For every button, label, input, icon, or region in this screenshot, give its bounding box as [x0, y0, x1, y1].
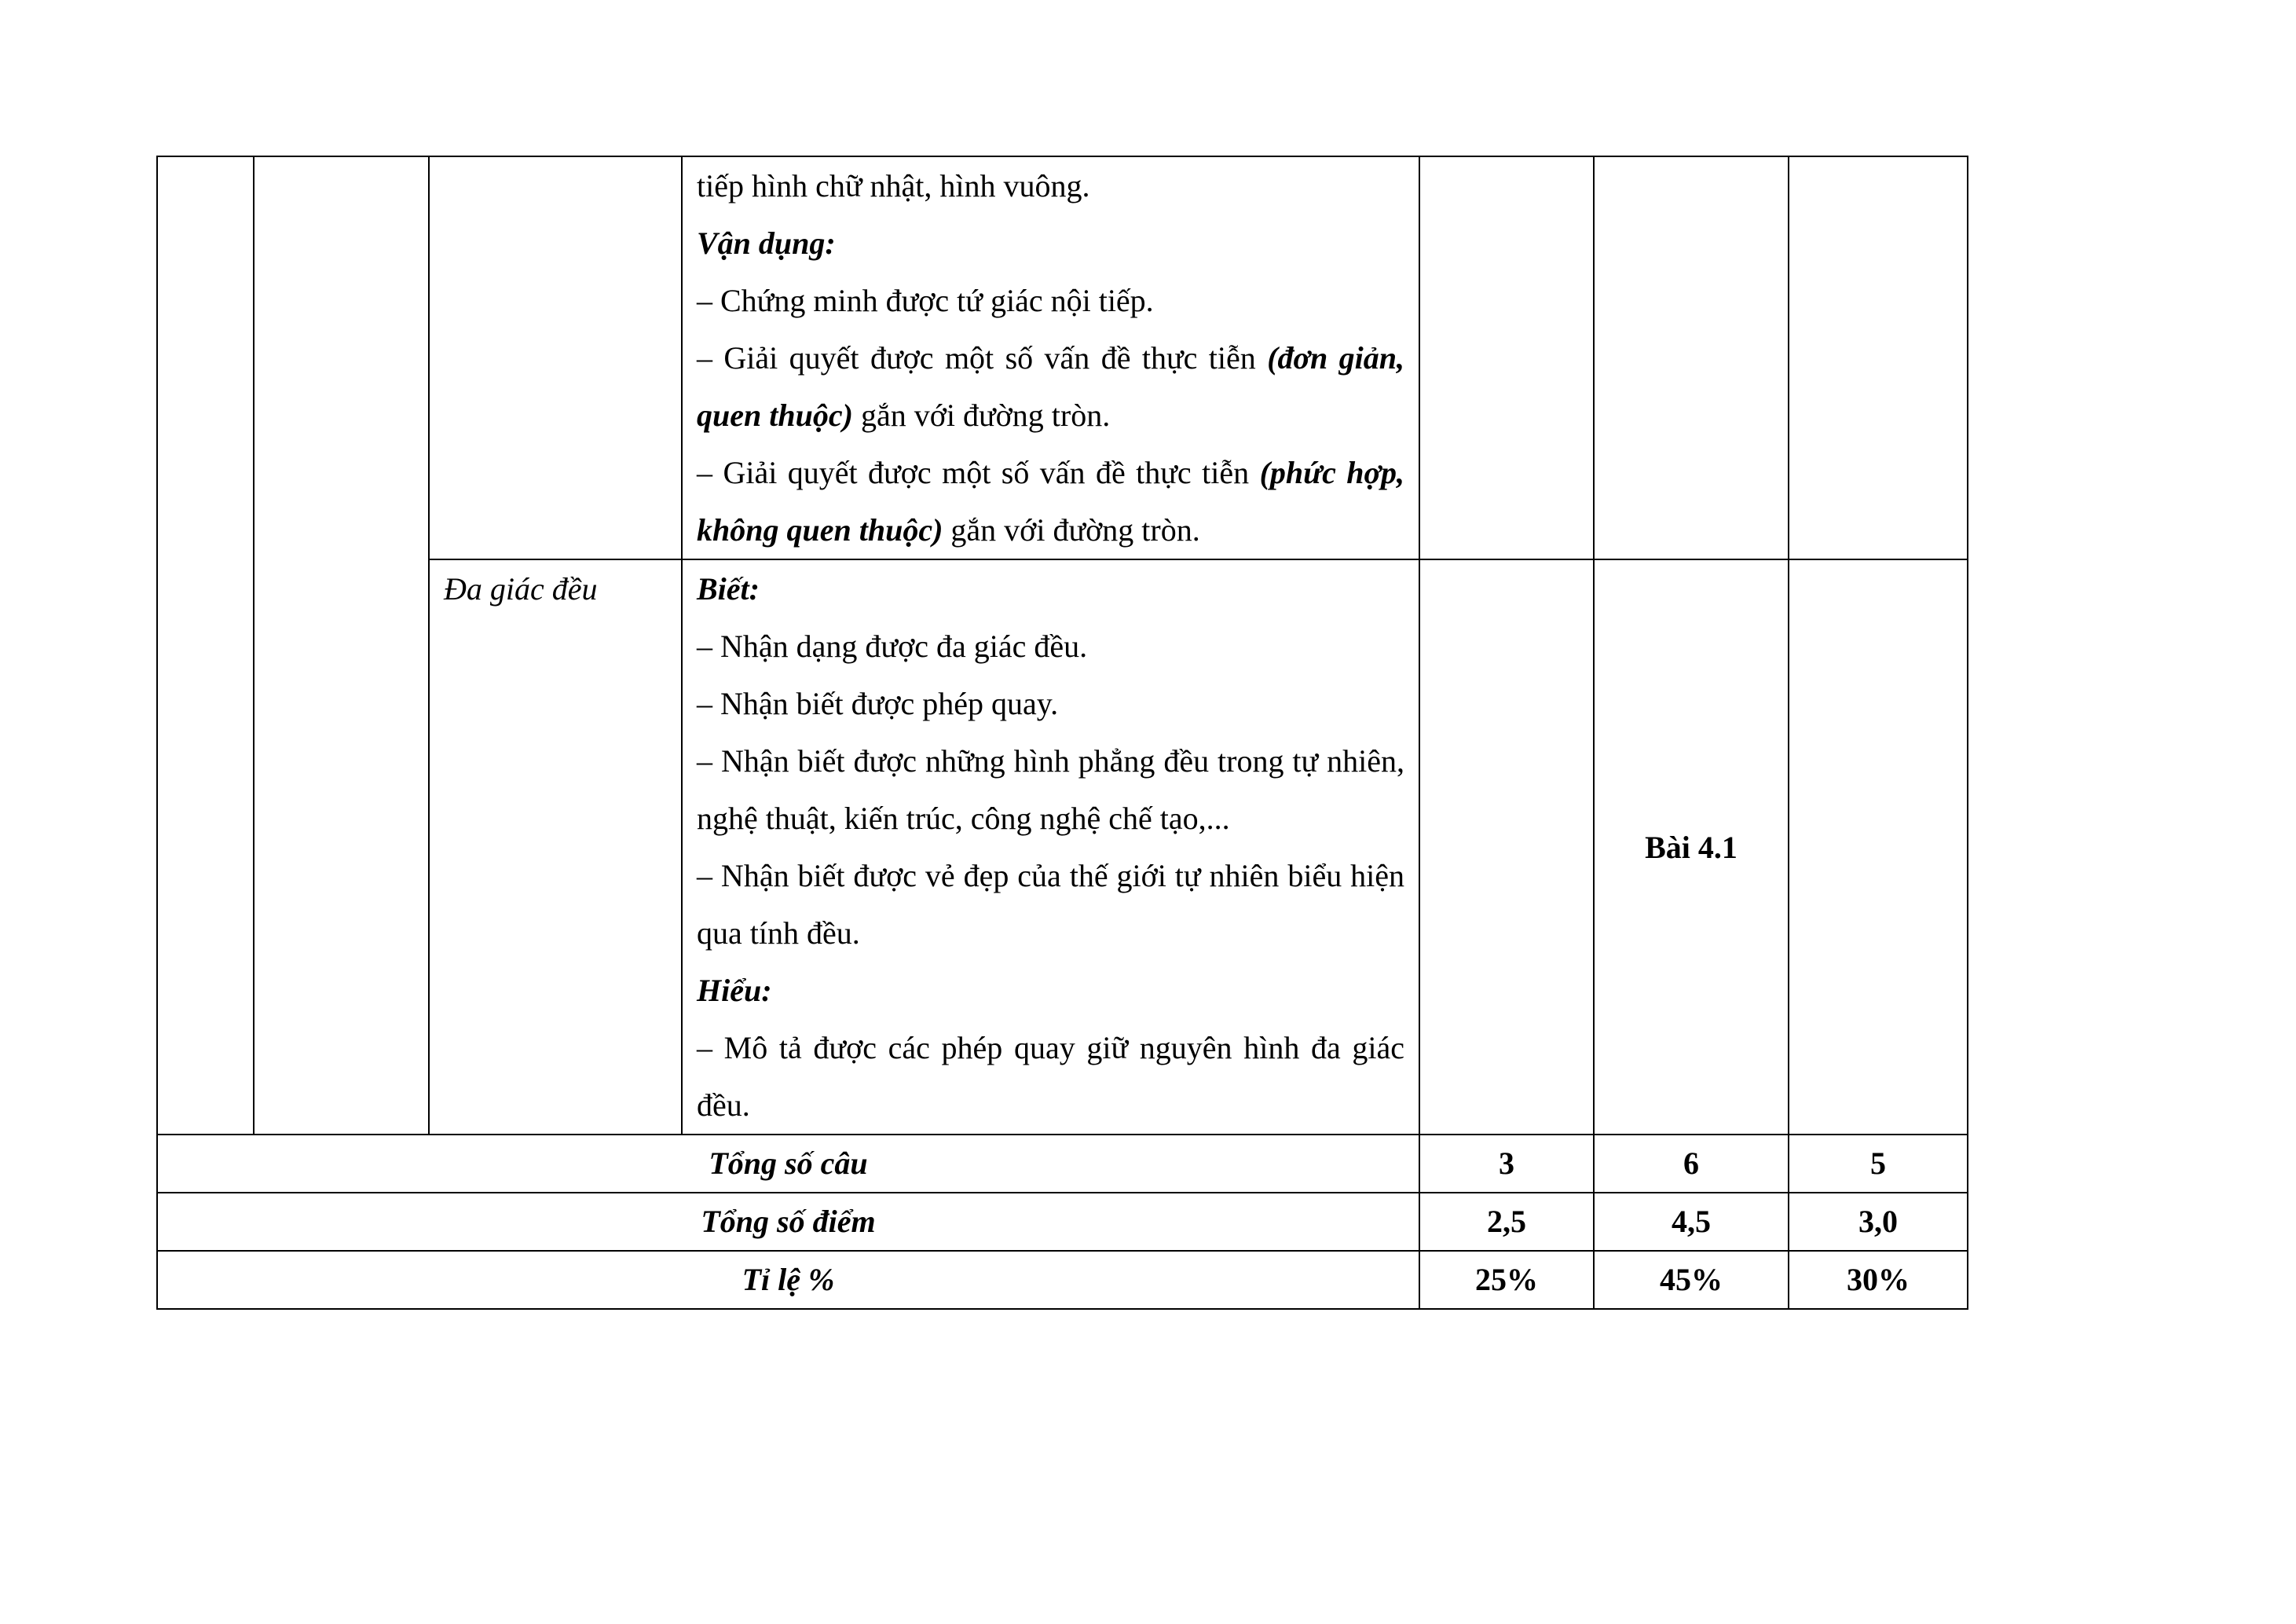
- req-line: – Giải quyết được một số vấn đề thực tiễn (phức hợp, không quen thuộc) gắn với đường tròn.: [697, 455, 1404, 548]
- req-line: – Nhận biết được phép quay.: [697, 686, 1059, 721]
- total-questions-know: 3: [1419, 1135, 1594, 1193]
- table-row-circle-continued: [157, 156, 1968, 559]
- req-heading-apply: Vận dụng:: [697, 225, 836, 261]
- cell-topic-empty: [429, 156, 682, 559]
- table-row-regular-polygon: [157, 559, 1968, 1135]
- total-questions-apply: 5: [1789, 1135, 1968, 1193]
- req-line: – Chứng minh được tứ giác nội tiếp.: [697, 283, 1154, 318]
- ratio-row: [157, 1251, 1968, 1309]
- total-points-apply: 3,0: [1789, 1193, 1968, 1251]
- req-heading-know: Biết:: [697, 571, 760, 607]
- req-line: – Giải quyết được một số vấn đề thực tiễn (đơn giản, quen thuộc) gắn với đường tròn.: [697, 340, 1404, 433]
- ratio-label: Tỉ lệ %: [157, 1251, 1419, 1309]
- cell-level-know: [1419, 559, 1594, 1135]
- ratio-apply: 30%: [1789, 1251, 1968, 1309]
- specification-table: [156, 156, 1968, 1310]
- total-questions-row: [157, 1135, 1968, 1193]
- cell-level-understand: [1594, 156, 1789, 559]
- cell-requirements-polygon: [682, 559, 1419, 1135]
- cell-topic-polygon: Đa giác đều: [429, 559, 682, 1135]
- cell-stt: [157, 156, 254, 1135]
- req-heading-understand: Hiểu:: [697, 973, 772, 1008]
- cell-level-know: [1419, 156, 1594, 559]
- total-points-understand: 4,5: [1594, 1193, 1789, 1251]
- total-questions-understand: 6: [1594, 1135, 1789, 1193]
- cell-level-apply: [1789, 156, 1968, 559]
- req-line: – Nhận biết được những hình phẳng đều trong tự nhiên, nghệ thuật, kiến trúc, công nghệ chế tạo,...: [697, 743, 1404, 836]
- total-questions-label: Tổng số câu: [157, 1135, 1419, 1193]
- total-points-know: 2,5: [1419, 1193, 1594, 1251]
- total-points-row: [157, 1193, 1968, 1251]
- cell-level-understand-bai: Bài 4.1: [1594, 559, 1789, 1135]
- ratio-know: 25%: [1419, 1251, 1594, 1309]
- cell-chapter: [254, 156, 429, 1135]
- req-line: tiếp hình chữ nhật, hình vuông.: [697, 168, 1090, 203]
- req-line: – Nhận biết được vẻ đẹp của thế giới tự nhiên biểu hiện qua tính đều.: [697, 858, 1404, 951]
- cell-level-apply: [1789, 559, 1968, 1135]
- total-points-label: Tổng số điểm: [157, 1193, 1419, 1251]
- cell-requirements-circle: [682, 156, 1419, 559]
- req-line: – Nhận dạng được đa giác đều.: [697, 629, 1088, 664]
- req-line: – Mô tả được các phép quay giữ nguyên hình đa giác đều.: [697, 1030, 1404, 1123]
- ratio-understand: 45%: [1594, 1251, 1789, 1309]
